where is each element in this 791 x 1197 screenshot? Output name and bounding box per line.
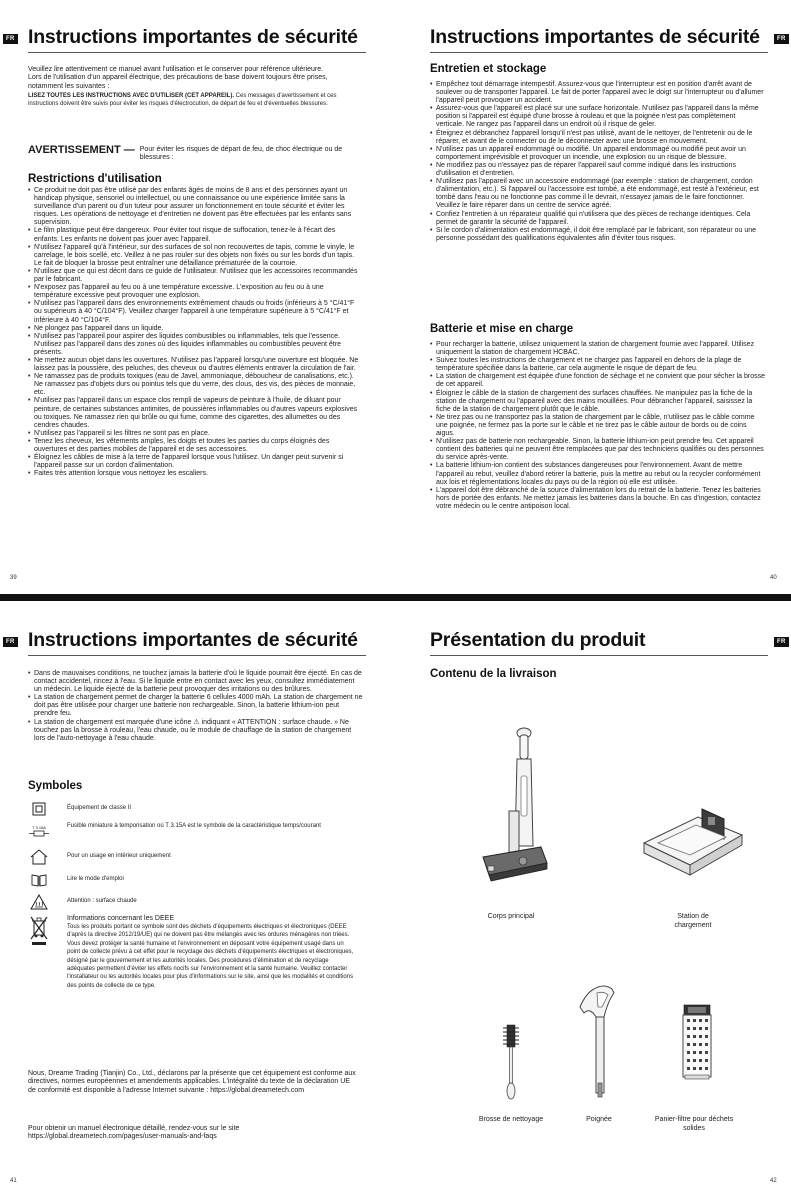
page-number: 39 [10, 575, 17, 581]
list-item: • Pour recharger la batterie, utilisez uniquement la station de chargement fournie avec l'appareil. Utilisez uniquement la station de chargement HCBAC. [430, 341, 765, 357]
symbol-text: Attention : surface chaude [67, 898, 137, 904]
list-item: • La station de chargement permet de charger la batterie 6 cellules 4000 mAh. La station de chargement ne doit pas être utilisée pour charger une batterie non rechargeable. Sinon, la batterie lithium-ion peut prendre feu. [28, 694, 363, 718]
fuse-icon [28, 822, 50, 840]
page-40 [396, 0, 791, 590]
list-item: • N'exposez pas l'appareil au feu ou à une température excessive. L'exposition au feu ou à une température excessive peut provoquer une explosion. [28, 284, 360, 300]
list-item: • N'utilisez pas l'appareil dans des environnements extrêmement chauds ou froids (inférieurs à 5 °C/41°F ou supérieurs à 40 °C/104°F). Veuillez charger l'appareil à une température supérieure à 5 °C/41°F et inférieure à 40 °C/104°F. [28, 300, 360, 324]
language-tag: FR [3, 34, 18, 44]
symbol-row-fuse [28, 822, 358, 840]
list-item: • N'utilisez pas un appareil endommagé ou modifié. Un appareil endommagé ou modifié peut avoir un comportement imprévisible et provoquer un incendie, une explosion ou un risque de blessure. [430, 146, 765, 162]
intro-rest: Ces messages d'avertissement et ces instructions doivent être suivis pour éviter les risques d'électrocution, de départ de feu et d'éventuelles blessures. [28, 92, 337, 108]
list-item: • N'utilisez pas l'appareil dans un espace clos rempli de vapeurs de peinture à l'huile, de diluant pour peinture, de certaines substances antimites, de poussières inflammables ou d'autres vapeurs explosives ou toxiques. Ne ramassez rien qui brûle ou qui fume, comme des cigarettes, des allumettes ou des cendres chaudes. [28, 397, 360, 429]
caption-cleaning-brush: Brosse de nettoyage [478, 1116, 544, 1123]
list-item: • N'utilisez que ce qui est décrit dans ce guide de l'utilisateur. N'utilisez que les accessoires recommandés par le fabricant. [28, 268, 360, 284]
list-item: • Suivez toutes les instructions de chargement et ne chargez pas l'appareil en dehors de la plage de température spécifiée dans la batterie, car cela augmente le risque de départ de feu. [430, 357, 765, 373]
list-item: • Ne ramassez pas de produits toxiques (eau de Javel, ammoniaque, déboucheur de canalisations, etc.). Ne ramassez pas d'objets durs ou pointus tels que du verre, des clous, des vis, des pièces de monnaie, etc. [28, 373, 360, 397]
list-item: • L'appareil doit être débranché de la source d'alimentation lors du retrait de la batterie. Tenez les batteries hors de portée des enfants. Ne mettez jamais les batteries dans la bouche. En cas d'ingestion, contactez votre médecin ou le centre antipoison local. [430, 487, 765, 511]
cleaning-brush-icon [500, 1023, 522, 1108]
page-title: Présentation du produit [430, 629, 646, 651]
symbol-row-indoor [28, 848, 358, 866]
list-item: • Ne mettez aucun objet dans les ouvertures. N'utilisez pas l'appareil lorsqu'une ouverture est bloquée. Ne laissez pas la poussière, des peluches, des cheveux ou d'autres éléments entraver la circulation de l'air. [28, 357, 360, 373]
caption-handle: Poignée [586, 1116, 612, 1123]
list-item: • Ce produit ne doit pas être utilisé par des enfants âgés de moins de 8 ans et des personnes ayant un handicap physique, sensoriel ou intellectuel, ou une connaissance ou une expérience limitée sans la surveillance d'un parent ou d'un tuteur pour assurer un fonctionnement en toute sécurité et éviter les risques. Les opérations de nettoyage et d'entretien ne doivent pas être effectuées par les enfants sans supervision. [28, 187, 360, 227]
list-item: • Le film plastique peut être dangereux. Pour éviter tout risque de suffocation, tenez-le à l'écart des enfants. Les enfants ne doivent pas jouer avec l'appareil. [28, 227, 360, 243]
charging-station-icon [638, 803, 748, 888]
symbol-text: Équipement de classe II [67, 805, 132, 811]
list-item: • Éteignez et débranchez l'appareil lorsqu'il n'est pas utilisé, avant de le nettoyer, de l'entretenir ou de le réparer, et avant de le connecter ou de le déconnecter avec une brosse en mouvement. [430, 130, 765, 146]
section-heading: Restrictions d'utilisation [28, 173, 162, 185]
list-item: • Empêchez tout démarrage intempestif. Assurez-vous que l'interrupteur est en position d'arrêt avant de soulever ou de transporter l'appareil. Le fait de porter l'appareil avec le doigt sur l'interrupteur ou d'allumer l'appareil peut provoquer un accident. [430, 81, 765, 105]
page-number: 42 [770, 1178, 777, 1184]
list-item: • Ne tirez pas ou ne transportez pas la station de chargement par le câble, n'utilisez pas le câble comme une poignée, ne fermez pas la porte sur le câble et ne tirez pas le câble autour de bords ou de coins aigus. [430, 414, 765, 438]
hot-surface-icon [28, 893, 50, 911]
restrictions-list [28, 187, 360, 478]
title-rule [28, 655, 366, 656]
list-item: • N'utilisez pas de batterie non rechargeable. Sinon, la batterie lithium-ion peut prendre feu. Cet appareil contient des batteries qui ne peuvent être remplacées que par des techniciens qualifiés ou des personnes du service après-vente. [430, 438, 765, 462]
battery-warnings-list [28, 670, 363, 743]
fuse-label: T 3.15A [32, 825, 46, 830]
page-number: 40 [770, 575, 777, 581]
battery-list [430, 341, 765, 511]
read-manual-icon [28, 871, 50, 889]
intro-bold: LISEZ TOUTES LES INSTRUCTIONS AVEC D'UTILISER (CET APPAREIL). [28, 92, 234, 99]
page-divider [0, 594, 791, 601]
page-41 [0, 603, 395, 1193]
conformity-declaration: Nous, Dreame Trading (Tianjin) Co., Ltd., déclarons par la présente que cet équipement est conforme aux directives, normes européennes et amendements applicables. L'intégralité du texte de la déclaration UE de conformité est disponible à l'adresse Internet suivante : https://global.dreametech.com [28, 1070, 356, 1094]
list-item: • La station de chargement est équipée d'une fonction de séchage et ne convient que pour sécher la brosse de cet appareil. [430, 373, 765, 389]
weee-bin-icon [28, 914, 50, 950]
language-tag: FR [3, 637, 18, 647]
warning-text: Pour éviter les risques de départ de feu, de choc électrique ou de blessures : [139, 146, 343, 162]
page-42 [396, 603, 791, 1193]
list-item: • N'utilisez l'appareil qu'à l'intérieur, sur des surfaces de sol non recouvertes de tapis, comme le vinyle, le carrelage, le bois scellé, etc. Veillez à ne pas rouler sur des objets non fixés ou sur les bords d'un tapis. Le fait de bloquer la brosse peut entraîner une défaillance prématurée de la courroie. [28, 244, 360, 268]
deee-title: Informations concernant les DEEE [67, 915, 174, 922]
language-tag: FR [774, 637, 789, 647]
symbol-row-class-ii [28, 800, 358, 818]
list-item: • Assurez-vous que l'appareil est placé sur une surface horizontale. N'utilisez pas l'appareil dans la même position si l'appareil est équipé d'une brosse à rouleau et que la poignée n'est pas complètement verticale. Ne rangez pas l'appareil dans un endroit où il risque de geler. [430, 105, 765, 129]
section-heading-maintenance: Entretien et stockage [430, 63, 547, 75]
page-title: Instructions importantes de sécurité [28, 629, 358, 651]
main-body-icon [471, 721, 556, 906]
language-tag: FR [774, 34, 789, 44]
symbol-text: Pour un usage en intérieur uniquement [67, 853, 171, 859]
title-rule [430, 52, 768, 53]
warning-block [28, 144, 368, 163]
symbol-text: Fusible miniature à temporisation où T 3.15A est le symbole de la caractéristique temps/courant [67, 823, 321, 829]
list-item: • La station de chargement est marquée d'une icône ⚠ indiquant « ATTENTION : surface chaude. » Ne touchez pas la brosse à rouleau, l'eau chaude, ou le module de chauffage de la station de chargement lors de l'auto-nettoyage à l'eau chaude. [28, 719, 363, 743]
symbol-row-manual [28, 871, 358, 889]
list-item: • La batterie lithium-ion contient des substances dangereuses pour l'environnement. Avant de mettre l'appareil au rebut, veuillez d'abord retirer la batterie, puis la mettre au rebut ou la recycler conformément aux lois et réglementations locales du pays ou de la région où elle est utilisée. [430, 462, 765, 486]
title-rule [28, 52, 366, 53]
list-item: • Faites très attention lorsque vous nettoyez les escaliers. [28, 470, 360, 478]
section-heading: Contenu de la livraison [430, 668, 557, 680]
page-number: 41 [10, 1178, 17, 1184]
list-item: • N'utilisez pas l'appareil pour aspirer des liquides combustibles ou inflammables, tels que l'essence. N'utilisez pas l'appareil dans des zones où des liquides inflammables ou combustibles peuvent être présents. [28, 333, 360, 357]
caption-filter-basket: Panier-filtre pour déchets solides [654, 1116, 734, 1132]
symbol-row-deee [28, 914, 358, 990]
page-title: Instructions importantes de sécurité [28, 26, 358, 48]
list-item: • Tenez les cheveux, les vêtements amples, les doigts et toutes les parties du corps éloignés des ouvertures et des parties mobiles de l'appareil et de ses accessoires. [28, 438, 360, 454]
symbols-heading: Symboles [28, 780, 83, 792]
list-item: • Éloignez le câble de la station de chargement des surfaces chauffées. Ne manipulez pas la fiche de la station de chargement ou l'appareil avec des mains mouillées. Pour débrancher l'appareil, saisissez la fiche de la station de chargement plutôt que le câble. [430, 390, 765, 414]
deee-block [67, 914, 357, 990]
section-heading-battery: Batterie et mise en charge [430, 323, 574, 335]
list-item: • N'utilisez pas l'appareil si les filtres ne sont pas en place. [28, 430, 360, 438]
deee-text: Tous les produits portant ce symbole sont des déchets d'équipements électriques et électroniques (DEEE d'après la directive 2012/19/UE) qui ne doivent pas être mélangés avec les ordures ménagères non triées. Vous devez protéger la santé humaine et l'environnement en déposant votre équipement usagé dans un point de collecte prévu à cet effet pour le recyclage des déchets d'équipements électriques et électroniques, désigné par le gouvernement et les autorités locales. Des procédures d'élimination et de recyclage adéquates permettent d'éviter les effets nocifs sur l'environnement et la santé humaine. Veuillez contacter l'installateur ou les autorités locales pour plus d'informations sur le site, ainsi que les modalités et conditions des points de collecte de ce type. [67, 924, 354, 989]
filter-basket-icon [678, 1001, 718, 1090]
list-item: • Éloignez les câbles de mise à la terre de l'appareil lorsque vous l'utilisez. Un danger peut survenir si l'appareil passe sur un cordon d'alimentation. [28, 454, 360, 470]
list-item: • Ne plongez pas l'appareil dans un liquide. [28, 325, 360, 333]
caption-main-body: Corps principal [487, 913, 535, 920]
intro-paragraph-2: Lors de l'utilisation d'un appareil électrique, des précautions de base doivent toujours être prises, notamment les suivantes : [28, 74, 328, 90]
class-ii-icon [28, 800, 50, 818]
list-item: • N'utilisez pas l'appareil avec un accessoire endommagé (par exemple : station de chargement, cordon d'alimentation, etc.). Si l'appareil ou l'accessoire est tombé, a été endommagé, est resté à l'extérieur, est tombé dans l'eau ou ne fonctionne pas comme il le devrait, n'essayez jamais de le faire fonctionner. Veuillez le faire réparer dans un centre de service agréé. [430, 178, 765, 210]
manual-link[interactable]: Pour obtenir un manuel électronique détaillé, rendez-vous sur le site https://global.dreametech.com/pages/user-manuals-and-faqs [28, 1125, 240, 1141]
list-item: • Confiez l'entretien à un réparateur qualifié qui n'utilisera que des pièces de rechange identiques. Cela permet de garantir la sécurité de l'appareil. [430, 211, 765, 227]
warning-label: AVERTISSEMENT — [28, 144, 135, 156]
maintenance-list [430, 81, 765, 243]
intro-paragraph-3 [28, 92, 358, 108]
symbol-text: Lire le mode d'emploi [67, 876, 124, 882]
intro-text [28, 66, 358, 108]
title-rule [430, 655, 768, 656]
house-icon [28, 848, 50, 866]
caption-charging-station: Station de chargement [674, 913, 712, 929]
list-item: • Ne modifiez pas ou n'essayez pas de réparer l'appareil sauf comme indiqué dans les instructions d'utilisation et d'entretien. [430, 162, 765, 178]
symbol-row-hot-surface [28, 893, 358, 911]
list-item: • Dans de mauvaises conditions, ne touchez jamais la batterie d'où le liquide pourrait être éjecté. En cas de contact accidentel, rincez à l'eau. Si le liquide entre en contact avec les yeux, consultez immédiatement un médecin. Le liquide éjecté de la batterie peut provoquer des irritations ou des brûlures. [28, 670, 363, 694]
page-39 [0, 0, 395, 590]
handle-icon [574, 983, 624, 1108]
list-item: • Si le cordon d'alimentation est endommagé, il doit être remplacé par le fabricant, son réparateur ou une personne possédant des qualifications équivalentes afin d'éviter tous risques. [430, 227, 765, 243]
intro-paragraph-1: Veuillez lire attentivement ce manuel avant l'utilisation et le conserver pour référence ultérieure. [28, 66, 324, 73]
page-title: Instructions importantes de sécurité [430, 26, 760, 48]
